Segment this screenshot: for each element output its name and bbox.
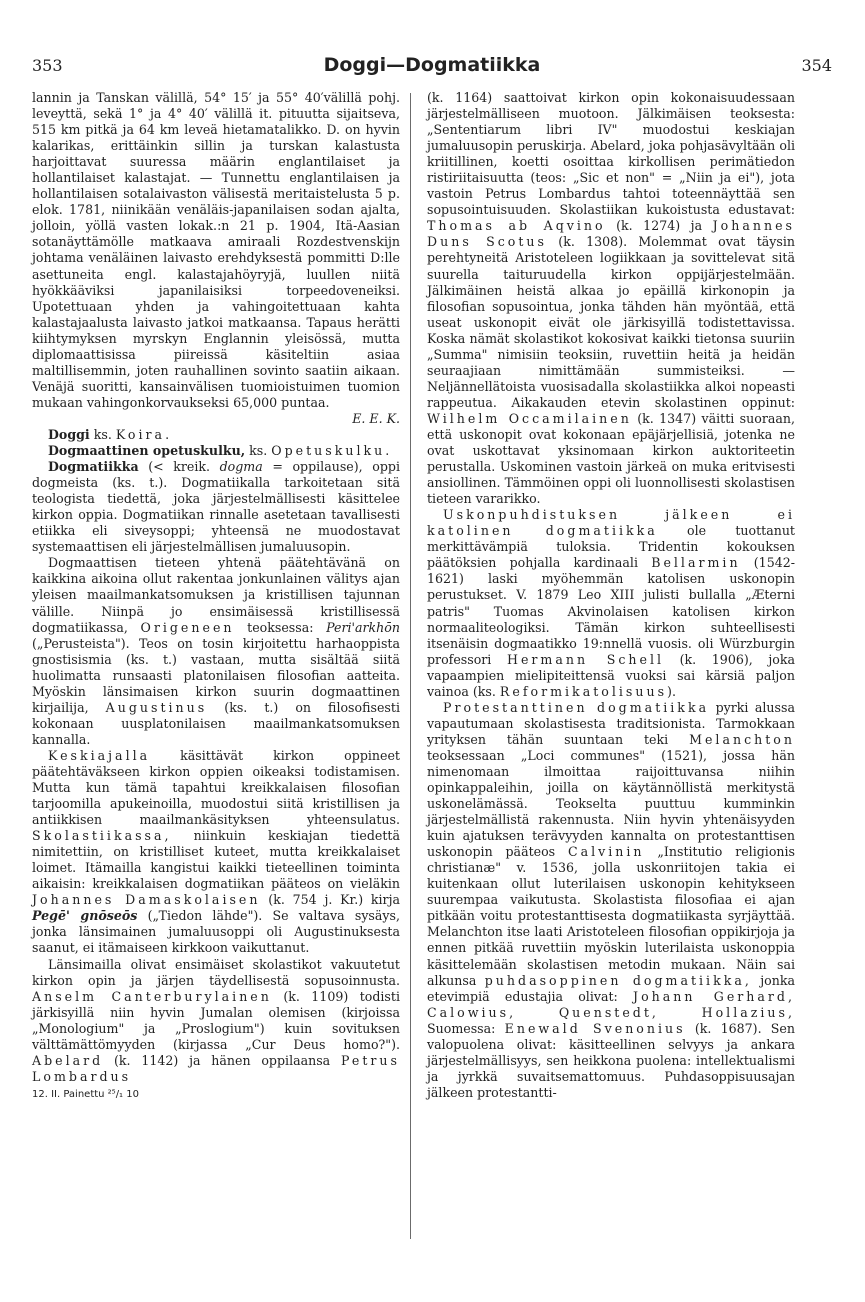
entry-dogmaattinen-opetuskulku (32, 443, 400, 459)
spaced-name: Hermann Schell (506, 651, 665, 667)
paragraph-text: („Tiedon lähde"). Se valtava sysäys, jonka länsimainen jumaluusoppi oli Augustinuksesta saanut, ei itämaiseen kirkkoon vaikuttanut. (32, 908, 400, 956)
left-column (32, 90, 400, 1103)
paragraph-text: = oppilause), oppi dogmeista (ks. t.). Dogmatiikalla tarkoitetaan sitä teologista tiedettä, joka järjestelmällisesti käsittelee kirkon oppia. Dogmatiikan rinnalle asetetaan tavallisesti etiikka eli siveysoppi; yhteensä ne muodostavat systemaattisen eli järjestelmällisen jumaluusopin. (32, 459, 400, 555)
paragraph-text: (k. 1308). Molemmat ovat täysin perehtyneitä Aristoteleen logiikkaan ja sovittelevat sitä suurella taituruudella kirkon oppijärjestelmään. Jälkimäinen heistä alkaa jo epäillä kirkonopin ja filosofian sopusointua, jonka tähden hän myöntää, että useat uskonopit eivät ole järkisyillä todistettavissa. Koska nämät skolastikot kokosivat kaikki tietonsa suuriin „Summa" nimisiin teoksiin, ruvettiin heitä ja heidän seuraajiaan nimittämään summisteiksi. — Neljännellätoista vuosisadalla skolastiikka alkoi nopeasti rappeutua. Aikakauden etevin skolastinen oppinut: (427, 234, 795, 410)
paragraph-text: (k. 754 j. Kr.) kirja (268, 892, 400, 908)
author-signature: E. E. K. (352, 410, 400, 426)
entry-headword: Dogmaattinen opetuskulku, (48, 443, 246, 459)
paragraph-text: Suomessa: (427, 1020, 496, 1036)
paragraph-text: (k. 1906), joka vapaampien mielipiteittensä vuoksi sai kärsiä paljon vainoa (ks. (427, 651, 796, 699)
spaced-name: Melanchton (689, 731, 795, 747)
spaced-name: Thomas ab Aqvino (427, 218, 606, 234)
paragraph-text: „Institutio religionis christianæ" v. 1536, jolla uskonriitojen takia ei kuitenkaan ollut luterilaisen uskonopin kehitykseen suurempaa vaikutusta. Skolastista filosofiaa ei ajan pitkään voitu protestanttisesta dogmatiikasta syrjäyttää. Melanchton itse laati Aristoteleen filosofian oppikirjoja ja ennen pitkää ruvettiin myöskin luterilaista uskonoppia käsittelemään skolastisen metodin mukaan. Näin sai alkunsa (427, 844, 795, 988)
paragraph-text: lannin ja Tanskan välillä, 54° 15′ ja 55° 40′välillä pohj. leveyttä, sekä 1° ja 4° 40′ välillä it. pituutta sijaitseva, 515 km pitkä ja 64 km leveä hietamatalikko. D. on hyvin kalarikas, erittäinkin sillin ja turskan kalastusta harjoittavat suuressa määrin englantilaiset ja hollantilaiset kalastajat. — Tunnettu englantilaisen ja hollantilaisen sotalaivaston välisestä meritaistelusta 5 p. elok. 1781, niinikään venäläis-japanilaisen sodan ajalta, jolloin, yöllä vasten lokak.:n 21 p. 1904, Itä-Aasian sotanäyttämölle matkaava amiraali Rozdestvenskijn johtama venäläinen laivasto erehdyksestä pommitti D:lle asettuneita engl. kalastajahöyryjä, luullen niitä hyökkääviksi japanilaisiksi torpeedoveneiksi. Upotettuaan yhden ja vahingoitettuaan kahta kalastajaalusta laivasto jatkoi matkaansa. Tapaus herätti kiihtymyksen myrskyn Englannin yleisössä, mutta diplomaattisissa piireissä käsiteltiin asiaa maltillisemmin, joten rauhallinen sovinto saatiin aikaan. Venäjä suoritti, kansainvälisen tuomioistuimen tuomion mukaan vahingonkorvaukseksi 65,000 puntaa. (32, 90, 400, 410)
paragraph-text: jonka etevimpiä edustajia olivat: (427, 972, 795, 1004)
body-paragraph (32, 748, 400, 957)
paragraph-text: (k. 1347) väitti suoraan, että uskonopit ovat kokonaan epäjärjellisiä, jotenka ne ovat uskottavat yksinomaan kirkon auktoriteetin perustalla. Uskominen vastoin järkeä on muka eritvisesti ansiollinen. Tämmöinen oppi oli luonnollisesti skolastisen tieteen vararikko. (427, 410, 795, 507)
paragraph-text: Dogmaattisen tieteen yhtenä päätehtävänä on kaikkina aikoina ollut rakentaa jonkunlainen välitys ajan yleisen maailmankatsomuksen ja kristillisen tajunnan välille. Niinpä jo ensimäisessä kristillisessä dogmatiikassa, (32, 555, 400, 635)
cross-reference: Koira. (115, 426, 173, 442)
paragraph-text: ks. (93, 426, 112, 442)
paragraph-text: (1542-1621) laski myöhemmän katolisen uskonopin perustukset. V. 1879 Leo XIII julisti bullalla „Æterni patris" Tuomas Akvinolaisen katolisen kirkon normaaliteologiksi. Tämän kirkon suhteellisesti itsenäisin dogmaatikko 19:nnellä vuosis. oli Würzburgin professori (427, 555, 795, 667)
entry-continuation-paragraph (32, 90, 400, 411)
entry-dogmatiikka (32, 459, 400, 555)
paragraph-text: pyrki alussa vapautumaan skolastisesta traditsionista. Tarmokkaan yrityksen tähän suuntaan teki (427, 699, 795, 747)
spaced-name: Johannes Duns Scotus (427, 218, 795, 250)
right-column (427, 90, 795, 1101)
paragraph-text: niinkuin keskiajan tiedettä nimitettiin, on kristilliset kuteet, mutta kreikkalaiset loimet. Itämailla kangistui kaikki tieteellinen toiminta aikaisin: kreikkalaisen dogmatiikan pääteos on vieläkin (32, 828, 400, 892)
spaced-term: Keskiajalla (48, 747, 151, 763)
cross-reference: Reformikatolisuus (499, 683, 668, 699)
spaced-term: Skolastiikassa, (32, 828, 172, 844)
column-divider (410, 93, 411, 1239)
italic-title: Peri'arkhōn (326, 619, 400, 635)
spaced-term: puhdasoppinen dogmatiikka, (484, 972, 752, 988)
spaced-name: Wilhelm Occamilainen (427, 410, 632, 426)
body-paragraph (427, 90, 795, 507)
spaced-term: Protestanttinen dogmatiikka (443, 699, 710, 715)
printer-footer: 12. II. Painettu ²⁵/₁ 10 (32, 1088, 139, 1100)
paragraph-text: (k. 1142) ja hänen oppilaansa (114, 1052, 331, 1068)
paragraph-text: (k. 1687). Sen valopuolena olivat: käsitteellinen selvyys ja ankara järjestelmällisyys, sen heikkona puolena: intellektualismi ja jyrkkä suvaitsemattomuus. Puhdasoppisuusajan jälkeen protestantti- (427, 1020, 795, 1100)
cross-reference: Opetuskulku. (271, 443, 393, 459)
body-paragraph (32, 555, 400, 748)
spaced-name: Bellarmin (651, 555, 741, 571)
page-title: Doggi—Dogmatiikka (323, 54, 541, 76)
paragraph-text: ). (667, 683, 676, 699)
spaced-name: Enewald Svenonius (504, 1020, 686, 1036)
spaced-name: Origeneen (140, 619, 235, 635)
spaced-name: Johann Gerhard, Calowius, Quenstedt, Hollazius, (427, 988, 795, 1020)
paragraph-text: („Perusteista"). Teos on tosin kirjoitettu harhaoppista gnostisismia (ks. t.) vastaan, mutta sisältää siitä huolimatta runsaasti platonilaisen filosofian aatteita. Myöskin länsimaisen kirkon suurin dogmaattinen kirjailija, (32, 635, 400, 715)
paragraph-text: Länsimailla olivat ensimäiset skolastikot vakuutetut kirkon opin ja järjen täydellisestä sopusoinnusta. (32, 956, 400, 988)
spaced-name: Johannes Damaskolaisen (32, 892, 261, 908)
paragraph-text: (k. 1274) ja (616, 218, 703, 234)
spaced-name: Abelard (32, 1052, 104, 1068)
paragraph-text: (< kreik. (148, 459, 211, 475)
entry-doggi (32, 427, 400, 443)
italic-title: Pegē' gnōseōs (32, 908, 138, 924)
paragraph-text: teoksessa: (247, 619, 314, 635)
spaced-name: Augustinus (105, 699, 208, 715)
body-paragraph (427, 507, 795, 700)
paragraph-text: teoksessaan „Loci communes" (1521), jossa hän nimenomaan ilmoittaa raijoittuvansa niihin opinkappaleihin, joilla on käytännöllistä merkitystä uskonelämässä. Teokselta puuttuu kumminkin järjestelmällistä rakennusta. Niin hyvin yhtenäisyyden kuin ajatuksen terävyyden kannalta on protestanttisen uskonopin pääteos (427, 747, 795, 860)
italic-term: dogma (219, 459, 263, 475)
paragraph-text: (ks. t.) on filosofisesti kokonaan uusplatonilaisen maailmankatsomuksen kannalla. (32, 699, 400, 747)
right-page-number: 354 (801, 56, 832, 75)
spaced-name: Calvinin (567, 844, 645, 860)
paragraph-text: (k. 1164) saattoivat kirkon opin kokonaisuudessaan järjestelmälliseen muotoon. Jälkimäisen teoksesta: „Sententiarum libri IV" muodostui keskiajan jumaluusopin peruskirja. Abelard, joka pohjasävyltään oli kriitillinen, koetti osoittaa kirkollisen perimätiedon ristiriitaisuutta (teos: „Sic et non" = „Niin ja ei"), jota vastoin Petrus Lombardus tahtoi toteennäyttää sen sopusointuisuuden. Skolastiikan kukoistusta edustavat: (427, 90, 795, 218)
body-paragraph (427, 700, 795, 1101)
spaced-term: Uskonpuhdistuksen jälkeen ei katolinen dogmatiikka (427, 507, 795, 539)
entry-headword: Dogmatiikka (48, 459, 139, 475)
left-page-number: 353 (32, 56, 63, 75)
paragraph-text: ks. (249, 443, 268, 459)
paragraph-text: (k. 1109) todisti järkisyillä niin hyvin Jumalan olemisen (kirjoissa „Monologium" ja „Proslogium") kuin sovituksen välttämättömyyden (kirjassa „Cur Deus homo?"). (32, 988, 400, 1052)
page-header (32, 56, 832, 80)
spaced-name: Anselm Canterburylainen (32, 988, 272, 1004)
entry-headword: Doggi (48, 426, 90, 442)
paragraph-text: käsittävät kirkon oppineet päätehtäväkseen kirkon oppien oikeaksi todistamisen. Mutta kun tämä tapahtui kreikkalaisen filosofian tarjoomilla apukeinoilla, muodostui siitä kristillisen ja antiikkisen maailmankäsityksen yhteensulatus. (32, 747, 400, 828)
spaced-name: Petrus Lombardus (32, 1052, 400, 1084)
body-paragraph (32, 957, 400, 1085)
paragraph-text: ole tuottanut merkittävämpiä tuloksia. Tridentin kokouksen päätöksien pohjalla kardinaali (427, 523, 795, 571)
